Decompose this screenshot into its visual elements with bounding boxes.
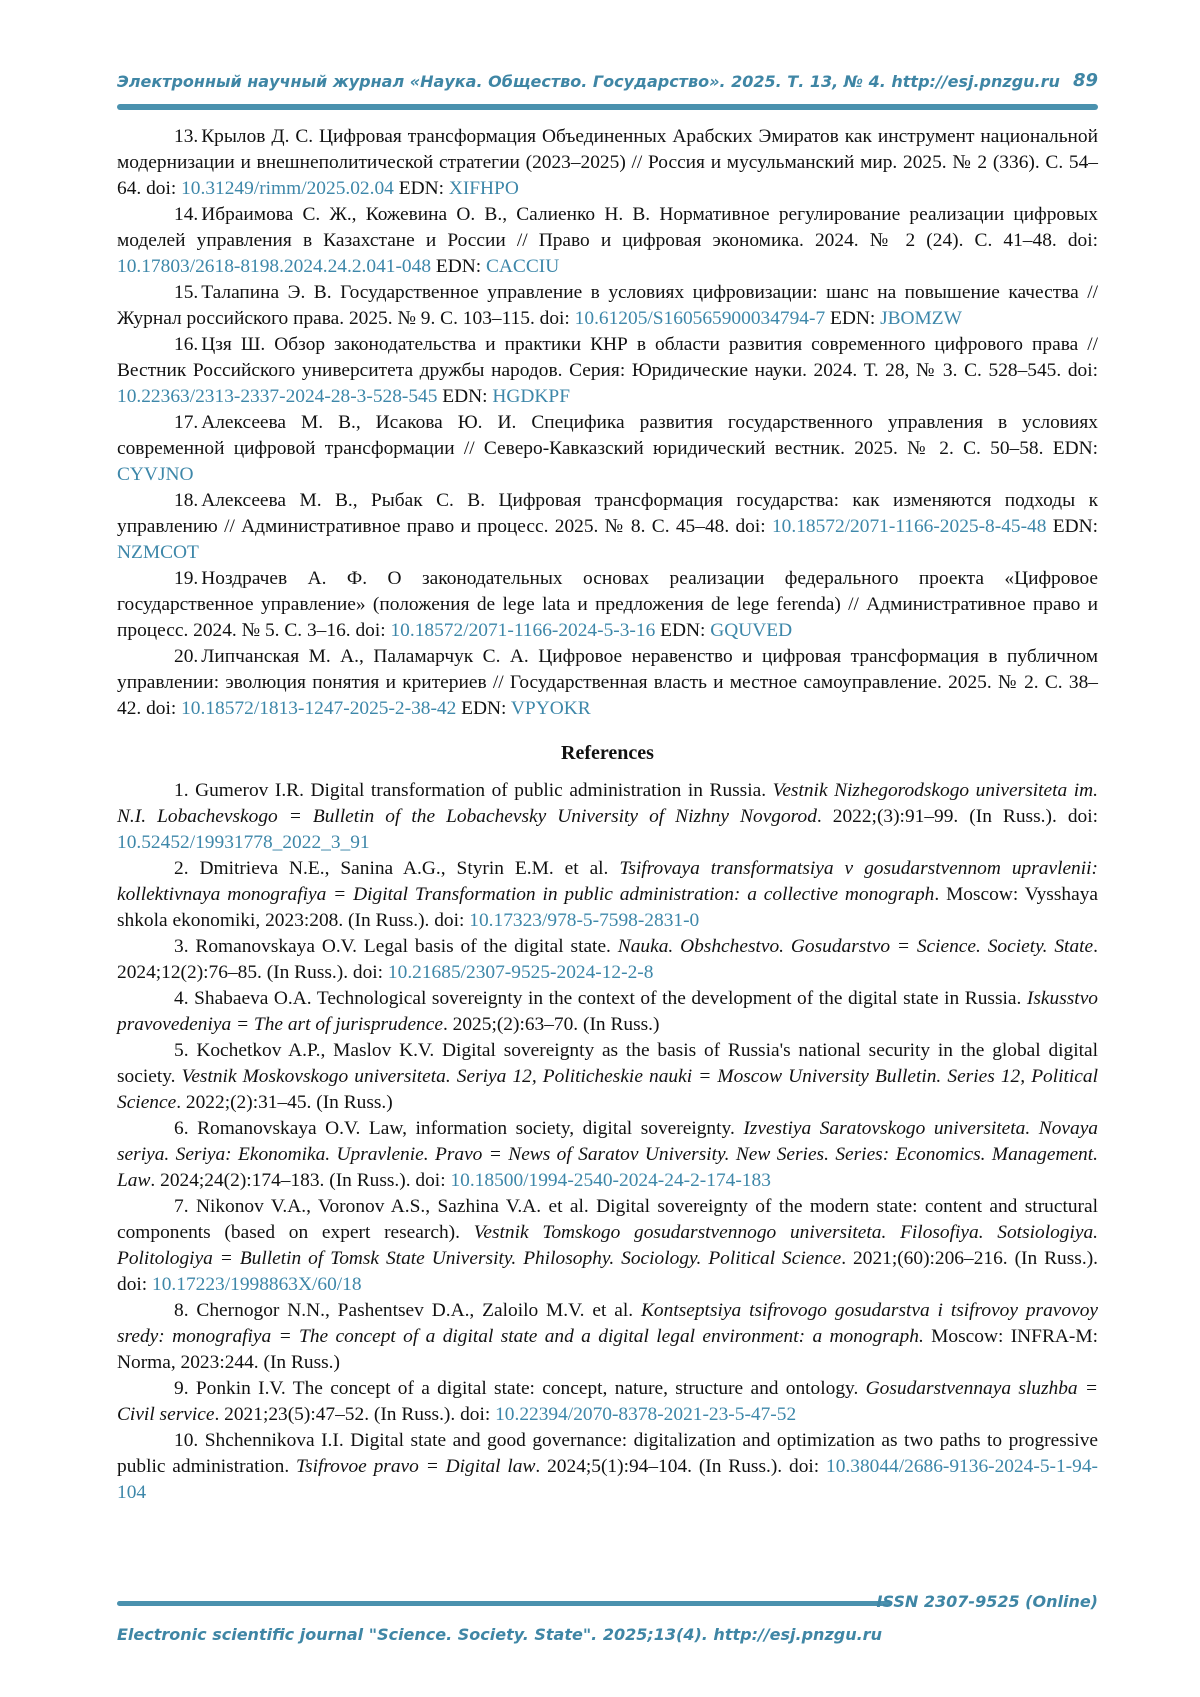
reference-number: 18. <box>174 490 199 511</box>
reference-entry <box>117 934 1098 986</box>
reference-details: . 2022;(3):91–99. (In Russ.). doi: <box>816 806 1098 827</box>
doi-link[interactable]: 10.18500/1994-2540-2024-24-2-174-183 <box>450 1170 771 1191</box>
doi-link[interactable]: 10.17223/1998863X/60/18 <box>152 1274 362 1295</box>
doi-link[interactable]: 10.18572/2071-1166-2025-8-45-48 <box>771 516 1047 537</box>
edn-label: EDN: <box>393 178 449 199</box>
reference-source: Vestnik Moskovskogo universiteta. Seriya 12, Politicheskie nauki = Moscow University Bulletin. Series 12, Political Science <box>117 1066 1098 1113</box>
reference-number: 16. <box>174 334 199 355</box>
reference-details: . 2021;(60):206–216. (In Russ.). doi: <box>117 1248 1098 1295</box>
reference-entry <box>117 778 1098 856</box>
header-journal-title: Электронный научный журнал «Наука. Общество. Государство». 2025. Т. 13, № 4. http://esj.pnzgu.ru <box>117 72 1060 91</box>
reference-number: 2. <box>174 858 189 879</box>
reference-source: Tsifrovoe pravo = Digital law <box>296 1456 536 1477</box>
reference-number: 20. <box>174 646 199 667</box>
reference-entry <box>117 1194 1098 1298</box>
reference-number: 9. <box>174 1378 189 1399</box>
edn-label: EDN: <box>825 308 881 329</box>
doi-link[interactable]: 10.38044/2686-9136-2024-5-1-94-104 <box>117 1456 1098 1503</box>
reference-entry <box>117 1298 1098 1376</box>
edn-link[interactable]: CYVJNO <box>117 464 194 485</box>
reference-text: Romanovskaya O.V. Legal basis of the digital state. <box>188 936 618 957</box>
reference-text: Алексеева М. В., Рыбак С. В. Цифровая трансформация государства: как изменяются подходы к управлению // Административное право и процесс. 2025. № 8. С. 45–48. doi: <box>117 490 1098 537</box>
reference-details: . 2024;5(1):94–104. (In Russ.). doi: <box>535 1456 827 1477</box>
reference-details: . 2024;12(2):76–85. (In Russ.). doi: <box>117 936 1098 983</box>
reference-source: Vestnik Tomskogo gosudarstvennogo universiteta. Filosofiya. Sotsiologiya. Politologiya = Bulletin of Tomsk State University. Philosophy. Sociology. Political Science <box>117 1222 1099 1269</box>
reference-text: Romanovskaya O.V. Law, information society, digital sovereignty. <box>188 1118 744 1139</box>
doi-link[interactable]: 10.22394/2070-8378-2021-23-5-47-52 <box>495 1404 797 1425</box>
reference-text: Gumerov I.R. Digital transformation of public administration in Russia. <box>188 780 773 801</box>
reference-entry <box>117 644 1098 722</box>
reference-text: Shchennikova I.I. Digital state and good governance: digitalization and optimization as two paths to progressive public administration. <box>117 1430 1098 1477</box>
reference-number: 6. <box>174 1118 189 1139</box>
reference-text: Цзя Ш. Обзор законодательства и практики КНР в области развития современного цифрового права // Вестник Российского университета дружбы народов. Серия: Юридические науки. 2024. Т. 28, № 3. С. 528–545. doi: <box>117 334 1098 381</box>
reference-details: . 2022;(2):31–45. (In Russ.) <box>176 1092 393 1113</box>
russian-reference-list <box>117 124 1098 722</box>
reference-source: Gosudarstvennaya sluzhba = Civil service <box>117 1378 1099 1425</box>
reference-entry <box>117 280 1098 332</box>
reference-text: Липчанская М. А., Паламарчук С. А. Цифровое неравенство и цифровая трансформация в публичном управлении: эволюция понятия и критериев // Государственная власть и местное самоуправление. 2025. № 2. С. 38–42. doi: <box>117 646 1098 719</box>
reference-source: Vestnik Nizhegorodskogo universiteta im. N.I. Lobachevskogo = Bulletin of the Lobachevsky University of Nizhny Novgorod <box>117 780 1098 827</box>
reference-number: 1. <box>174 780 189 801</box>
reference-entry <box>117 202 1098 280</box>
reference-text: Ибраимова С. Ж., Кожевина О. В., Салиенко Н. В. Нормативное регулирование реализации цифровых моделей управления в Казахстане и России // Право и цифровая экономика. 2024. № 2 (24). С. 41–48. doi: <box>117 204 1098 251</box>
doi-link[interactable]: 10.61205/S160565900034794-7 <box>574 308 826 329</box>
references-heading: References <box>561 742 654 764</box>
edn-link[interactable]: XIFHPO <box>448 178 519 199</box>
edn-label: EDN: <box>437 386 493 407</box>
reference-number: 8. <box>174 1300 189 1321</box>
reference-entry <box>117 488 1098 566</box>
reference-source: Tsifrovaya transformatsiya v gosudarstvennom upravlenii: kollektivnaya monografiya = Digital Transformation in public administration: a collective monograph <box>117 858 1098 905</box>
reference-entry <box>117 410 1098 488</box>
doi-link[interactable]: 10.52452/19931778_2022_3_91 <box>117 832 370 853</box>
reference-number: 14. <box>174 204 199 225</box>
reference-number: 4. <box>174 988 189 1009</box>
page-number: 89 <box>1072 70 1098 91</box>
reference-text: Chernogor N.N., Pashentsev D.A., Zaloilo M.V. et al. <box>188 1300 641 1321</box>
doi-link[interactable]: 10.22363/2313-2337-2024-28-3-528-545 <box>117 386 438 407</box>
reference-source: Iskusstvo pravovedeniya = The art of jurisprudence <box>117 988 1098 1035</box>
reference-entry <box>117 1116 1098 1194</box>
reference-text: Shabaeva O.A. Technological sovereignty in the context of the development of the digital state in Russia. <box>188 988 1027 1009</box>
reference-entry <box>117 566 1098 644</box>
edn-link[interactable]: NZMCOT <box>117 542 199 563</box>
edn-label: EDN: <box>456 698 511 719</box>
footer-rule <box>117 1601 890 1606</box>
reference-source: Kontseptsiya tsifrovogo gosudarstva i tsifrovoy pravovoy sredy: monografiya = The concept of a digital state and a digital legal environment: a monograph. <box>117 1300 1099 1347</box>
page-header <box>117 72 1098 100</box>
reference-number: 13. <box>174 126 199 147</box>
doi-link[interactable]: 10.21685/2307-9525-2024-12-2-8 <box>387 962 654 983</box>
reference-details: Moscow: INFRA-M: Norma, 2023:244. (In Russ.) <box>117 1326 1098 1373</box>
reference-number: 15. <box>174 282 199 303</box>
reference-source: Nauka. Obshchestvo. Gosudarstvo = Science. Society. State <box>617 936 1094 957</box>
reference-number: 19. <box>174 568 199 589</box>
footer-issn: ISSN 2307-9525 (Online) <box>876 1592 1098 1611</box>
edn-link[interactable]: JBOMZW <box>880 308 962 329</box>
reference-entry <box>117 1376 1098 1428</box>
edn-link[interactable]: VPYOKR <box>510 698 591 719</box>
main-content <box>117 124 1098 1506</box>
reference-entry <box>117 986 1098 1038</box>
edn-label: EDN: <box>1046 516 1098 537</box>
reference-text: Nikonov V.A., Voronov A.S., Sazhina V.A. et al. Digital sovereignty of the modern state: content and structural components (based on expert research). <box>117 1196 1098 1243</box>
reference-text: Kochetkov A.P., Maslov K.V. Digital sovereignty as the basis of Russia's national security in the global digital society. <box>117 1040 1098 1087</box>
edn-label: EDN: <box>431 256 486 277</box>
edn-label: EDN: <box>655 620 711 641</box>
reference-entry <box>117 856 1098 934</box>
edn-label: EDN: <box>1043 438 1098 459</box>
reference-details: . 2024;24(2):174–183. (In Russ.). doi: <box>150 1170 451 1191</box>
doi-link[interactable]: 10.17323/978-5-7598-2831-0 <box>469 910 700 931</box>
header-rule <box>117 104 1098 110</box>
reference-number: 10. <box>174 1430 199 1451</box>
doi-link[interactable]: 10.18572/1813-1247-2025-2-38-42 <box>181 698 457 719</box>
reference-text: Ponkin I.V. The concept of a digital state: concept, nature, structure and ontology. <box>188 1378 866 1399</box>
doi-link[interactable]: 10.31249/rimm/2025.02.04 <box>181 178 394 199</box>
reference-details: . 2025;(2):63–70. (In Russ.) <box>442 1014 660 1035</box>
edn-link[interactable]: GQUVED <box>710 620 793 641</box>
reference-number: 3. <box>174 936 189 957</box>
reference-entry <box>117 124 1098 202</box>
reference-text: Крылов Д. С. Цифровая трансформация Объединенных Арабских Эмиратов как инструмент национальной модернизации и внешнеполитической стратегии (2023–2025) // Россия и мусульманский мир. 2025. № 2 (336). С. 54–64. doi: <box>117 126 1098 199</box>
reference-details: . 2021;23(5):47–52. (In Russ.). doi: <box>214 1404 496 1425</box>
reference-details: . Moscow: Vysshaya shkola ekonomiki, 2023:208. (In Russ.). doi: <box>117 884 1098 931</box>
reference-entry <box>117 332 1098 410</box>
reference-text: Талапина Э. В. Государственное управление в условиях цифровизации: шанс на повышение качества // Журнал российского права. 2025. № 9. С. 103–115. doi: <box>117 282 1098 329</box>
reference-text: Алексеева М. В., Исакова Ю. И. Специфика развития государственного управления в условиях современной цифровой трансформации // Северо-Кавказский юридический вестник. 2025. № 2. С. 50–58. <box>117 412 1098 459</box>
reference-text: Ноздрачев А. Ф. О законодательных основах реализации федерального проекта «Цифровое государственное управление» (положения de lege lata и предложения de lege ferenda) // Административное право и процесс. 2024. № 5. С. 3–16. doi: <box>117 568 1098 641</box>
english-reference-list <box>117 778 1098 1506</box>
reference-number: 7. <box>174 1196 189 1217</box>
doi-link[interactable]: 10.17803/2618-8198.2024.24.2.041-048 <box>117 256 432 277</box>
reference-text: Dmitrieva N.E., Sanina A.G., Styrin E.M. et al. <box>188 858 620 879</box>
doi-link[interactable]: 10.18572/2071-1166-2024-5-3-16 <box>390 620 656 641</box>
reference-entry <box>117 1038 1098 1116</box>
edn-link[interactable]: CACCIU <box>485 256 560 277</box>
reference-number: 17. <box>174 412 199 433</box>
reference-entry <box>117 1428 1098 1506</box>
reference-number: 5. <box>174 1040 189 1061</box>
edn-link[interactable]: HGDKPF <box>492 386 570 407</box>
footer-journal-title: Electronic scientific journal "Science. Society. State". 2025;13(4). http://esj.pnzgu.ru <box>117 1625 882 1644</box>
reference-source: Izvestiya Saratovskogo universiteta. Novaya seriya. Seriya: Ekonomika. Upravlenie. Pravo = News of Saratov University. New Series. Series: Economics. Management. Law <box>117 1118 1098 1191</box>
